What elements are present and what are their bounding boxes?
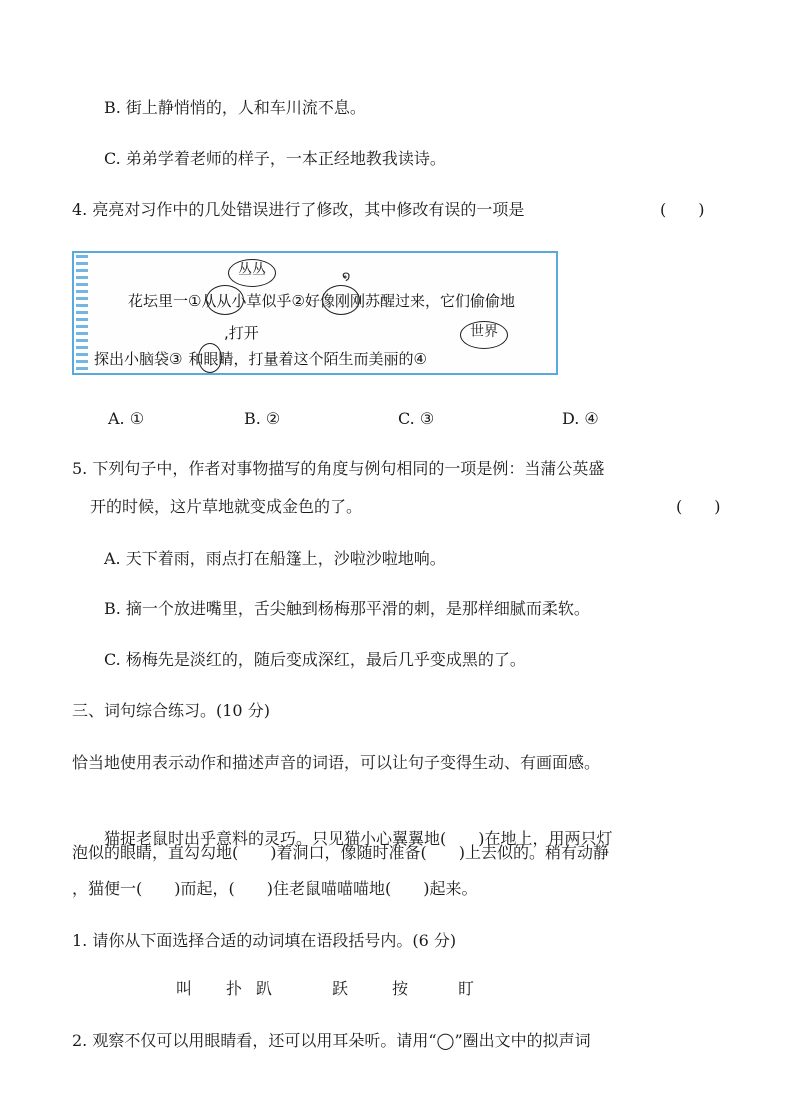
verb-choices: [176, 978, 496, 1000]
section-3-q2: 2. 观察不仅可以用眼睛看，还可以用耳朵听。请用“◯”圈出文中的拟声词: [72, 1031, 591, 1050]
section-3-q1: 1. 请你从下面选择合适的动词填在语段括号内。(6 分): [72, 931, 457, 950]
section-3-intro: 恰当地使用表示动作和描述声音的词语，可以让句子变得生动、有画面感。: [72, 753, 601, 772]
figure-line-2-start: 探出小脑袋③: [94, 350, 183, 368]
q4-options: [108, 408, 628, 430]
q5-stem-line-1: 5. 下列句子中，作者对事物描写的角度与例句相同的一项是例：当蒲公英盛: [72, 459, 605, 478]
passage-line-1: 猫捉老鼠时出乎意料的灵巧。只见猫小心翼翼地( )在地上，用两只灯: [104, 829, 613, 848]
notebook-spiral: [76, 255, 88, 371]
verb-choice-4: 跃: [332, 979, 349, 998]
q5-stem-line-2: 开的时候，这片草地就变成金色的了。: [90, 497, 363, 516]
verb-choice-2: 扑: [226, 979, 243, 998]
correction-insert-3: [224, 323, 259, 343]
q3-option-b: B. 街上静悄悄的，人和车川流不息。: [104, 98, 366, 117]
figure-line-1-start: 花坛里一①: [128, 292, 202, 310]
q4-option-c[interactable]: C. ③: [398, 409, 435, 428]
q3-option-c: C. 弟弟学着老师的样子，一本正经地教我读诗。: [104, 149, 446, 168]
figure-word-2: 好像: [304, 292, 335, 310]
passage-line-3: ，猫便一( )而起，( )住老鼠喵喵喵地( )起来。: [72, 879, 478, 898]
q4-notebook-figure: [72, 251, 558, 375]
verb-choice-6: 盯: [458, 979, 475, 998]
q4-option-d[interactable]: D. ④: [562, 409, 599, 428]
q5-answer-paren[interactable]: ( ): [676, 497, 721, 516]
section-3-heading: 三、词句综合练习。(10 分): [72, 701, 270, 720]
figure-word-3: 和: [188, 350, 204, 368]
figure-line-1-end: 刚刚苏醒过来，它们偷偷地: [334, 292, 515, 310]
correction-bubble-1: [228, 259, 276, 287]
q4-option-b[interactable]: B. ②: [244, 409, 281, 428]
q4-answer-paren[interactable]: ( ): [660, 200, 705, 219]
correction-squiggle-icon: ໑: [342, 269, 351, 284]
circle-mark-word-1: [206, 285, 244, 315]
verb-choice-3: 趴: [256, 979, 273, 998]
figure-line-1-mid: 小草似乎②: [231, 292, 305, 310]
q5-option-a[interactable]: A. 天下着雨，雨点打在船篷上，沙啦沙啦地响。: [104, 549, 446, 568]
q4-stem: 4. 亮亮对习作中的几处错误进行了修改，其中修改有误的一项是: [72, 200, 525, 219]
figure-line-2-end: 眼睛，打量着这个陌生而美丽的④: [203, 350, 427, 368]
correction-bubble-4: [460, 321, 508, 349]
circle-mark-word-2: [322, 285, 360, 315]
passage-line-2-text: 泡似的眼睛，直勾勾地( )着洞口，像随时准备( )上去似的。稍有动静: [72, 843, 609, 862]
correction-insert-4: 世界: [470, 324, 498, 340]
figure-line-2: [94, 349, 427, 369]
figure-word-1: 从从: [201, 292, 232, 310]
insert-3-comma: ,: [224, 324, 229, 342]
insert-3-text: 打开: [228, 324, 259, 342]
verb-choice-1: 叫: [176, 979, 193, 998]
correction-insert-1: 丛丛: [238, 262, 266, 278]
circle-mark-word-3: [198, 343, 222, 373]
q5-option-c[interactable]: C. 杨梅先是淡红的，随后变成深红，最后几乎变成黑的了。: [104, 650, 526, 669]
q4-option-a[interactable]: A. ①: [108, 409, 145, 428]
q5-option-b[interactable]: B. 摘一个放进嘴里，舌尖触到杨梅那平滑的刺，是那样细腻而柔软。: [104, 599, 590, 618]
verb-choice-5: 按: [392, 979, 409, 998]
